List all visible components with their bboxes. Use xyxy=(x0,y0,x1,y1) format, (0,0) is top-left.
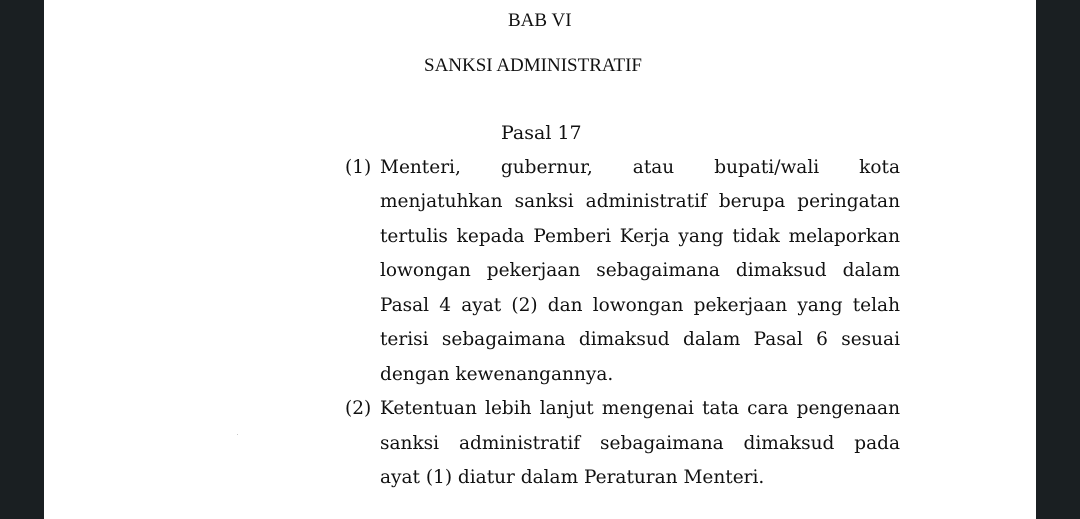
clause-number: (2) xyxy=(345,398,372,419)
clause-line: tertulis kepada Pemberi Kerja yang tidak melaporkan xyxy=(380,226,900,247)
chapter-title: SANKSI ADMINISTRATIF xyxy=(424,55,642,76)
clause-line: dengan kewenangannya. xyxy=(380,364,614,385)
clause-number: (1) xyxy=(345,157,372,178)
chapter-heading: BAB VI xyxy=(508,10,572,31)
document-page xyxy=(44,0,1036,519)
clause-line: lowongan pekerjaan sebagaimana dimaksud dalam xyxy=(380,260,900,281)
scan-speck xyxy=(237,434,238,435)
clause-line: ayat (1) diatur dalam Peraturan Menteri. xyxy=(380,467,765,488)
clause-line: terisi sebagaimana dimaksud dalam Pasal 6 sesuai xyxy=(380,329,900,350)
clause-line: Pasal 4 ayat (2) dan lowongan pekerjaan yang telah xyxy=(380,295,900,316)
clause-line: menjatuhkan sanksi administratif berupa peringatan xyxy=(380,191,900,212)
clause-line: Menteri, gubernur, atau bupati/wali kota xyxy=(380,157,900,178)
clause-line: Ketentuan lebih lanjut mengenai tata cara pengenaan xyxy=(380,398,900,419)
article-heading: Pasal 17 xyxy=(501,122,582,144)
clause-line: sanksi administratif sebagaimana dimaksud pada xyxy=(380,433,900,454)
